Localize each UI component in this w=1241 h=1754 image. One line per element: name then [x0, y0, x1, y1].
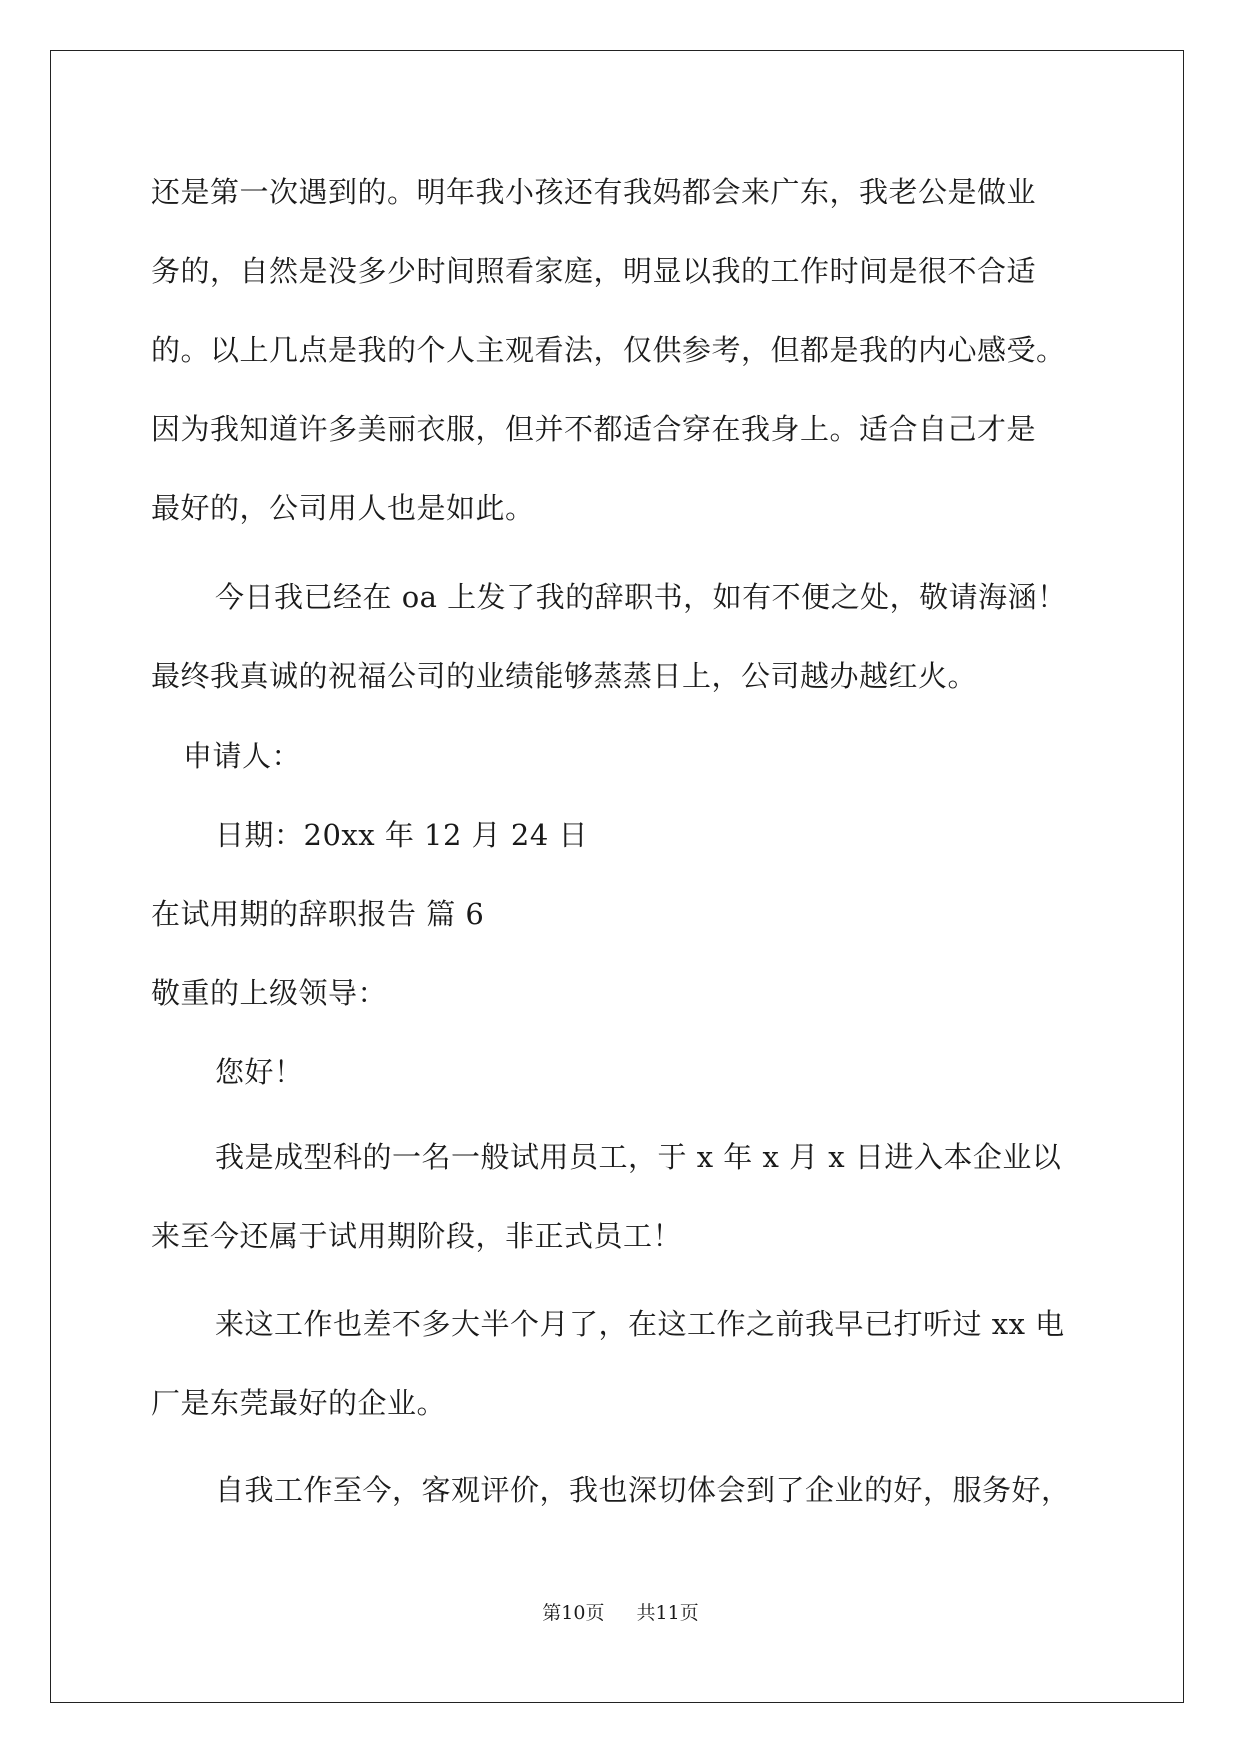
- page-footer: [0, 1600, 1241, 1626]
- body-line-16: 厂是东莞最好的企业。: [151, 1386, 447, 1420]
- body-line-14: 来至今还属于试用期阶段，非正式员工！: [151, 1219, 683, 1253]
- body-line-4: 因为我知道许多美丽衣服，但并不都适合穿在我身上。适合自己才是: [151, 412, 1037, 446]
- page-border: [50, 50, 1184, 1703]
- body-line-7: 最终我真诚的祝福公司的业绩能够蒸蒸日上，公司越办越红火。: [151, 659, 978, 693]
- body-line-2: 务的，自然是没多少时间照看家庭，明显以我的工作时间是很不合适: [151, 254, 1037, 288]
- salutation: 敬重的上级领导：: [151, 976, 388, 1010]
- section-title: 在试用期的辞职报告 篇 6: [151, 897, 485, 931]
- total-pages: 共11页: [636, 1602, 699, 1624]
- current-page-number: 第10页: [542, 1602, 605, 1624]
- applicant-label: 申请人：: [183, 739, 302, 773]
- body-line-1: 还是第一次遇到的。明年我小孩还有我妈都会来广东，我老公是做业: [151, 175, 1037, 209]
- body-line-3: 的。以上几点是我的个人主观看法，仅供参考，但都是我的内心感受。: [151, 333, 1066, 367]
- body-line-5: 最好的，公司用人也是如此。: [151, 491, 535, 525]
- body-line-6: 今日我已经在 oa 上发了我的辞职书，如有不便之处，敬请海涵！: [215, 580, 1067, 614]
- body-line-13: 我是成型科的一名一般试用员工，于 x 年 x 月 x 日进入本企业以: [215, 1140, 1062, 1174]
- greeting: 您好！: [215, 1055, 304, 1089]
- body-line-17: 自我工作至今，客观评价，我也深切体会到了企业的好，服务好，: [215, 1473, 1071, 1507]
- date-line: 日期：20xx 年 12 月 24 日: [215, 818, 589, 852]
- body-line-15: 来这工作也差不多大半个月了，在这工作之前我早已打听过 xx 电: [215, 1307, 1065, 1341]
